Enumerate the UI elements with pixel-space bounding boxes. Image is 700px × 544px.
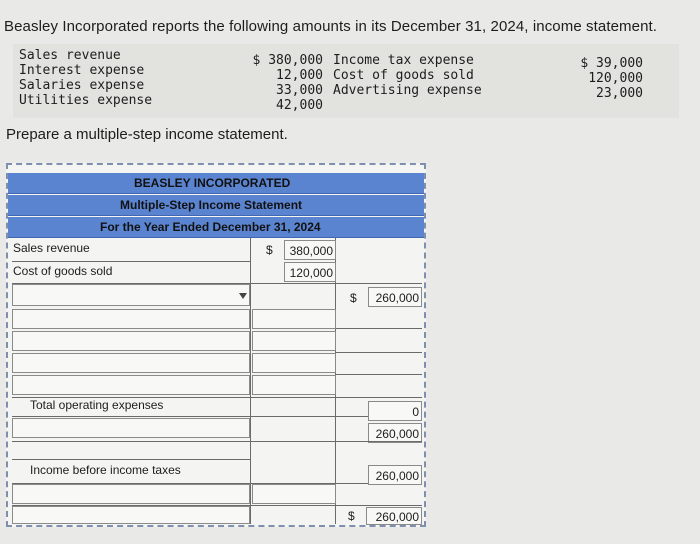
row-line [12,441,422,442]
row-line [12,416,368,417]
cogs-amount: 120,000 [289,266,333,280]
operating-income-field[interactable] [368,423,422,443]
sales-revenue-amount: 380,000 [289,244,333,258]
opex-account-field-1[interactable] [12,309,250,329]
amount-value: $ 380,000 [252,53,323,68]
row-line [12,261,250,262]
instruction-text: Prepare a multiple-step income statement. [6,126,288,143]
row-line [336,328,422,329]
row-line [336,352,422,353]
amount-label: Utilities expense [19,93,153,108]
chevron-down-icon [239,293,247,299]
opex-account-field-4[interactable] [12,375,250,395]
amount-label: Sales revenue [19,48,121,63]
ibt-amount: 260,000 [375,469,419,483]
cogs-label: Cost of goods sold [13,264,113,278]
net-income-field[interactable] [366,507,422,525]
amount-label: Income tax expense [333,53,474,68]
amount-value: 33,000 [276,83,323,98]
account-dropdown[interactable] [12,284,250,306]
dollar-sign: $ [348,509,355,523]
tax-account-field[interactable] [12,484,250,504]
operating-income-amount: 260,000 [375,427,419,441]
opex-amount-field-2[interactable] [252,331,336,351]
statement-period: For the Year Ended December 31, 2024 [100,220,321,234]
tax-amount-field[interactable] [252,484,336,504]
opex-amount-field-4[interactable] [252,375,336,395]
column-divider [250,238,251,524]
company-header [8,173,424,194]
amount-value: 23,000 [596,86,643,101]
given-amounts-panel [13,44,679,118]
amount-label: Advertising expense [333,83,482,98]
net-income-label-field[interactable] [12,506,250,524]
amount-label: Cost of goods sold [333,68,474,83]
title-header [8,195,424,216]
company-name: BEASLEY INCORPORATED [134,176,291,190]
dollar-sign: $ [266,243,273,257]
gross-profit-field[interactable] [368,287,422,307]
amount-value: 12,000 [276,68,323,83]
amount-label: Salaries expense [19,78,145,93]
total-opex-amount: 0 [412,405,419,419]
sales-revenue-label: Sales revenue [13,241,90,255]
net-income-amount: 260,000 [375,510,419,524]
total-opex-field[interactable] [368,401,422,421]
gross-profit-amount: 260,000 [375,291,419,305]
total-opex-label: Total operating expenses [30,398,164,412]
problem-text: Beasley Incorporated reports the following amounts in its December 31, 2024, income statement. [4,18,658,35]
amount-label: Interest expense [19,63,145,78]
income-statement-worksheet [6,163,426,527]
cogs-amount-field[interactable] [284,262,336,282]
opex-account-field-2[interactable] [12,331,250,351]
amount-value: 120,000 [588,71,643,86]
period-header [8,217,424,238]
row-line [336,374,422,375]
opex-amount-field-3[interactable] [252,353,336,373]
sales-revenue-amount-field[interactable] [284,240,336,260]
statement-title: Multiple-Step Income Statement [120,198,303,212]
amount-value: $ 39,000 [580,56,643,71]
dollar-sign: $ [350,291,357,305]
ibt-field[interactable] [368,465,422,485]
opex-amount-field-1[interactable] [252,309,336,329]
opex-account-field-3[interactable] [12,353,250,373]
operating-income-label-field[interactable] [12,418,250,438]
row-line [12,459,250,460]
amount-value: 42,000 [276,98,323,113]
ibt-label: Income before income taxes [30,463,181,477]
